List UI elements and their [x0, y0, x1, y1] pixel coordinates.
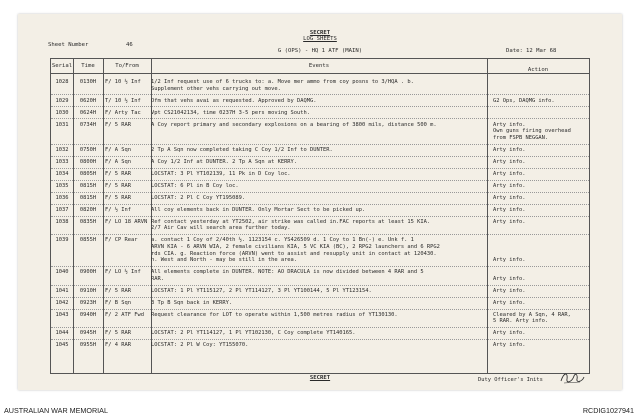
action-text-line: Arty info. [493, 170, 526, 177]
action-text-line [493, 110, 591, 117]
entry-events [151, 171, 483, 178]
entry-serial: 1044 [55, 330, 69, 337]
entry-serial: 1043 [55, 311, 69, 318]
log-table [50, 58, 590, 374]
entry-to-from: F/ 2 ATF Fwd [105, 311, 144, 318]
action-text-line: Arty info. [493, 206, 526, 213]
entry-to-from: F/ 5 RAR [105, 287, 131, 294]
event-text-line: LOCSTAT: 2 Pl C Coy YT195089. [151, 194, 246, 201]
row-divider [51, 168, 589, 169]
column-header-time: Time [81, 63, 95, 69]
entry-action [491, 98, 591, 105]
event-text-line: 1/2 Inf request use of 6 trucks to: a. Move mer ammo from coy posns to 3/HQA . b. [151, 79, 414, 85]
entry-events [151, 269, 483, 282]
event-text-line: LOCSTAT: 2 Pl YT114127, 1 Pl YT102130, C Coy complete YT140165. [151, 330, 356, 337]
entry-time: 0805H [79, 170, 97, 177]
entry-serial: 1034 [55, 170, 69, 177]
entry-events [151, 183, 483, 190]
entry-action [491, 288, 591, 295]
entry-to-from: F/ CP Rear [105, 237, 138, 244]
event-text-line: A Coy 1/2 Inf at DUNTER. 2 Tp A Sqn at KERRY. [151, 158, 298, 165]
entry-events [151, 312, 483, 319]
action-text-line: Arty info. [493, 275, 526, 282]
entry-events [151, 147, 483, 154]
event-text-line: 3 Tp B Sqn back in KERRY. [151, 299, 233, 306]
entry-time: 0130H [79, 79, 97, 85]
entry-to-from: F/ Arty Tac [105, 109, 141, 116]
event-text-line: Vpt CS21042134, time 0237H 3-5 pers moving South. [151, 109, 311, 116]
entry-to-from: F/ 4 RAR [105, 342, 131, 349]
row-divider [51, 180, 589, 181]
row-divider [51, 144, 589, 145]
action-text-line: Arty info. [493, 146, 526, 153]
entry-serial: 1028 [55, 79, 69, 85]
action-text-line: Arty info. [493, 299, 526, 306]
entry-serial: 1029 [55, 97, 69, 104]
date-value: 12 Mar 68 [526, 48, 557, 54]
entry-to-from: F/ 5 RAR [105, 121, 131, 128]
entry-events [151, 159, 483, 166]
entry-events [151, 110, 483, 117]
archive-credit: AUSTRALIAN WAR MEMORIAL [4, 406, 108, 415]
entry-to-from: T/ 10 ½ Inf [105, 97, 141, 104]
action-text-line: G2 Ops, DAQMG info. [493, 97, 555, 104]
entry-events [151, 288, 483, 295]
entry-time: 0750H [79, 146, 97, 153]
entry-time: 0900H [79, 269, 97, 276]
row-divider [51, 118, 589, 119]
entry-serial: 1038 [55, 218, 69, 225]
event-text-line: RAR. [151, 275, 164, 282]
entry-events [151, 79, 483, 92]
entry-serial: 1042 [55, 299, 69, 306]
event-text-line: a. contact 1 Coy of 2/40th ½. 1123154 c. YS426509 d. 1 Coy to 1 Bn(-) e. Unk f. 1 [151, 237, 414, 244]
entry-action [491, 147, 591, 154]
entry-to-from: F/ 5 RAR [105, 194, 131, 201]
entry-to-from: F/ A Sqn [105, 158, 131, 165]
action-text-line [493, 79, 591, 86]
event-text-line: Ofm that vehs avai as requested. Approved by DAQMG. [151, 97, 317, 104]
entry-action [491, 300, 591, 307]
row-divider [51, 204, 589, 205]
entry-action [491, 330, 591, 337]
entry-time: 0940H [79, 311, 97, 318]
action-text-line: Cleared by A Sqn, 4 RAR, [493, 311, 571, 318]
entry-events [151, 122, 483, 129]
entry-action [491, 122, 591, 142]
event-text-line: LOCSTAT: 2 Pl W Coy: YT155070. [151, 342, 249, 349]
entry-time: 0624H [79, 109, 97, 116]
event-text-line: ARVN KIA - 6 ARVN WIA, 2 female civilians KIA, 5 VC KIA (BC), 2 RPG2 launchers and 6 RPG2 [151, 243, 440, 250]
entry-action [491, 159, 591, 166]
entry-to-from: F/ ½ Inf [105, 206, 131, 213]
action-text-line: Arty info. [493, 257, 526, 264]
log-title: LOG SHEETS [303, 36, 337, 42]
log-sheet-page [18, 14, 622, 390]
entry-action [491, 171, 591, 178]
entry-serial: 1041 [55, 287, 69, 294]
entry-action [491, 79, 591, 86]
entry-time: 0910H [79, 287, 97, 294]
entry-events [151, 195, 483, 202]
entry-to-from: F/ B Sqn [105, 299, 131, 306]
action-text-line [493, 237, 591, 244]
row-divider [51, 266, 589, 267]
entry-time: 0800H [79, 158, 97, 165]
action-text-line: Arty info. [493, 330, 526, 337]
entry-action [491, 195, 591, 202]
action-text-line [493, 269, 591, 276]
event-text-line: 2 Tp A Sqn now completed taking C Coy 1/2 Inf to DUNTER. [151, 146, 333, 153]
event-text-line: LOCSTAT: 6 Pl in B Coy loc. [151, 182, 239, 189]
entry-action [491, 183, 591, 190]
sheet-number-value: 46 [126, 42, 133, 48]
event-text-line: Supplement other vehs carrying out move. [151, 85, 281, 92]
event-text-line: A Coy report primary and secondary explosions on a bearing of 3800 mils, distance 500 m. [151, 121, 437, 128]
column-header-to-from: To/From [115, 63, 139, 69]
action-text-line: Arty info. [493, 158, 526, 165]
entry-time: 0955H [79, 342, 97, 349]
row-divider [51, 94, 589, 95]
entry-time: 0820H [79, 206, 97, 213]
action-text-line: Arty info. [493, 342, 526, 349]
event-text-line: Ref contact yesterday at YT2502, air strike was called in.FAC reports at least 15 KIA. [151, 218, 431, 225]
column-header-events: Events [308, 63, 330, 69]
entry-serial: 1035 [55, 182, 69, 189]
entry-serial: 1031 [55, 121, 69, 128]
entry-events [151, 342, 483, 349]
row-divider [51, 327, 589, 328]
log-subtitle: G (OPS) - HQ 1 ATF (MAIN) [277, 48, 363, 54]
action-text-line [493, 251, 591, 258]
row-divider [51, 234, 589, 235]
entry-events [151, 237, 483, 263]
entry-action [491, 342, 591, 349]
classification-bottom: SECRET [309, 375, 331, 381]
action-text-line: 5 RAR. Arty info. [493, 318, 549, 325]
event-text-line: LOCSTAT: 1 Pl YT115127, 2 Pl YT114127, 3 Pl YT100144, 5 Pl YT123154. [151, 287, 372, 294]
entry-to-from: F/ 5 RAR [105, 170, 131, 177]
row-divider [51, 339, 589, 340]
row-divider [51, 309, 589, 310]
entry-serial: 1039 [55, 237, 69, 244]
officer-signature-icon [558, 370, 586, 386]
row-divider [51, 156, 589, 157]
entry-to-from: F/ A Sqn [105, 146, 131, 153]
action-text-line: Own guns firing overhead [493, 128, 571, 135]
entry-time: 0734H [79, 121, 97, 128]
entry-events [151, 219, 483, 232]
entry-events [151, 207, 483, 214]
row-divider [51, 297, 589, 298]
action-text-line: from FSPB NEGGAN. [493, 134, 549, 141]
classification-top: SECRET [309, 30, 331, 36]
archive-reference: RCDIG1027941 [582, 406, 634, 415]
entry-time: 0923H [79, 299, 97, 306]
entry-action [491, 237, 591, 263]
row-divider [51, 106, 589, 107]
date-label: Date: [506, 48, 523, 54]
entry-serial: 1036 [55, 194, 69, 201]
entry-serial: 1037 [55, 206, 69, 213]
entry-time: 0945H [79, 330, 97, 337]
action-text-line: Arty info. [493, 182, 526, 189]
column-header-serial: Serial [51, 63, 73, 69]
entry-to-from: F/ 10 ½ Inf [105, 79, 141, 85]
duty-officer-label: Duty Officer's Inits [478, 377, 543, 383]
entry-events [151, 330, 483, 337]
action-text-line: Arty info. [493, 121, 526, 128]
header-divider [51, 73, 589, 74]
entry-events [151, 300, 483, 307]
row-divider [51, 192, 589, 193]
entry-serial: 1032 [55, 146, 69, 153]
entry-serial: 1045 [55, 342, 69, 349]
entry-action [491, 269, 591, 282]
entry-action [491, 207, 591, 214]
entry-time: 0835H [79, 218, 97, 225]
event-text-line: 2/7 Air Cav will search area further today. [151, 225, 291, 232]
entry-serial: 1033 [55, 158, 69, 165]
entry-to-from: F/ LO 18 ARVN [105, 218, 148, 225]
entry-to-from: F/ LO ½ Inf [105, 269, 141, 276]
entry-time: 0815H [79, 194, 97, 201]
action-text-line: Arty info. [493, 194, 526, 201]
action-text-line: Arty info. [493, 218, 526, 225]
entry-time: 0855H [79, 237, 97, 244]
entry-action [491, 219, 591, 226]
row-divider [51, 285, 589, 286]
sheet-number-label: Sheet Number [48, 42, 89, 48]
event-text-line: LOCSTAT: 3 Pl YT102139, 11 Pk in D Coy loc. [151, 170, 291, 177]
entry-to-from: F/ 5 RAR [105, 182, 131, 189]
event-text-line: All coy elements back in DUNTER. Only Mortar Sect to be picked up. [151, 206, 366, 213]
event-text-line: h. West and North - may be still in the area. [151, 257, 298, 264]
entry-action [491, 110, 591, 117]
column-header-action: Action [527, 67, 549, 73]
row-divider [51, 216, 589, 217]
action-text-line [493, 244, 591, 251]
entry-action [491, 312, 591, 325]
entry-events [151, 98, 483, 105]
event-text-line: All elements complete in DUNTER. NOTE: AO DRACULA is now divided between 4 RAR and 5 [151, 269, 424, 276]
event-text-line: Request clearance for LOT to operate within 1,500 metres radius of YT130130. [151, 311, 398, 318]
action-text-line: Arty info. [493, 287, 526, 294]
event-text-line: rds CIA. g. Reaction force (ARVN) went to assist and resupply unit in contact at 120430. [151, 250, 437, 257]
entry-time: 0620H [79, 97, 97, 104]
entry-serial: 1030 [55, 109, 69, 116]
entry-time: 0815H [79, 182, 97, 189]
entry-to-from: F/ 5 RAR [105, 330, 131, 337]
entry-serial: 1040 [55, 269, 69, 276]
